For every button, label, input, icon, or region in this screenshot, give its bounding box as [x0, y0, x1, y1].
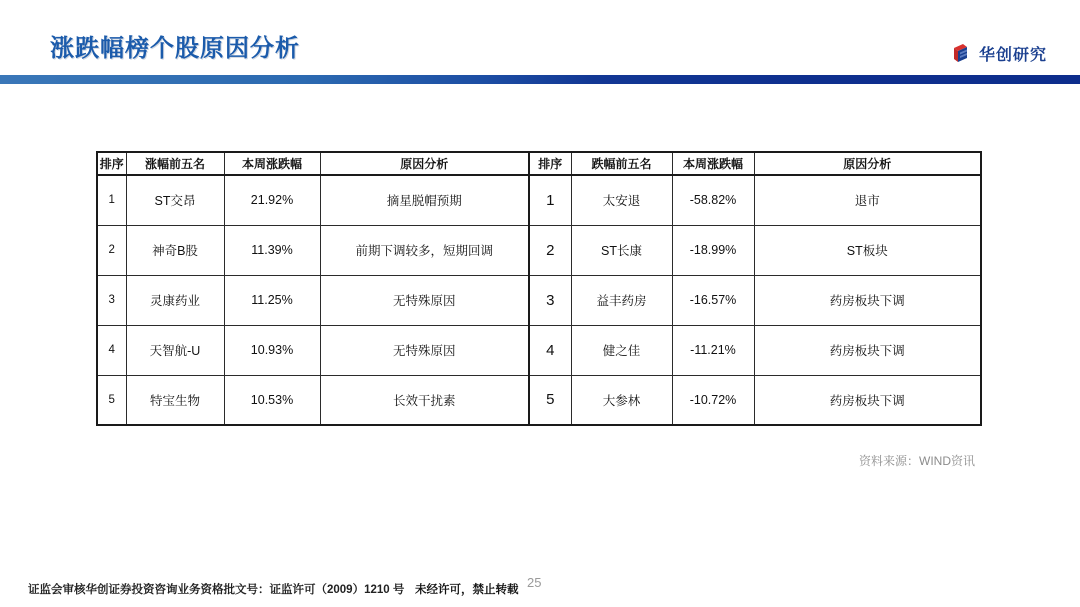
- reason-cell: 无特殊原因: [320, 325, 529, 375]
- change-cell: 11.39%: [224, 225, 320, 275]
- page-title: 涨跌幅榜个股原因分析: [50, 35, 300, 62]
- rank-cell: 3: [529, 275, 571, 325]
- col-header-reason-right: 原因分析: [754, 152, 981, 175]
- stock-name-cell: 益丰药房: [571, 275, 672, 325]
- table-row: [97, 325, 981, 375]
- stock-name-cell: 健之佳: [571, 325, 672, 375]
- stock-name-cell: 灵康药业: [126, 275, 224, 325]
- stock-name-cell: 大参林: [571, 375, 672, 425]
- rank-cell: 4: [97, 325, 126, 375]
- stock-name-cell: 天智航-U: [126, 325, 224, 375]
- stock-name-cell: ST交昂: [126, 175, 224, 225]
- rank-cell: 4: [529, 325, 571, 375]
- table-row: [97, 175, 981, 225]
- reason-cell: 药房板块下调: [754, 275, 981, 325]
- rank-cell: 5: [529, 375, 571, 425]
- rank-cell: 2: [97, 225, 126, 275]
- col-header-weekly-change-right: 本周涨跌幅: [672, 152, 754, 175]
- reason-cell: 药房板块下调: [754, 375, 981, 425]
- data-source-note: 资料来源：WIND资讯: [859, 454, 975, 468]
- change-cell: -10.72%: [672, 375, 754, 425]
- rank-cell: 2: [529, 225, 571, 275]
- reason-cell: 前期下调较多，短期回调: [320, 225, 529, 275]
- col-header-rank-right: 排序: [529, 152, 571, 175]
- change-cell: 21.92%: [224, 175, 320, 225]
- stock-reason-table-wrap: [96, 151, 980, 426]
- reason-cell: ST板块: [754, 225, 981, 275]
- rank-cell: 3: [97, 275, 126, 325]
- cube-logo-icon: [952, 43, 974, 65]
- table-header-row: [97, 152, 981, 175]
- col-header-reason-left: 原因分析: [320, 152, 529, 175]
- reason-cell: 药房板块下调: [754, 325, 981, 375]
- footer-license-text: 证监会审核华创证券投资咨询业务资格批文号：证监许可（2009）1210 号: [28, 584, 405, 596]
- stock-name-cell: 太安退: [571, 175, 672, 225]
- rank-cell: 1: [97, 175, 126, 225]
- change-cell: 10.93%: [224, 325, 320, 375]
- reason-cell: 退市: [754, 175, 981, 225]
- stock-name-cell: ST长康: [571, 225, 672, 275]
- footer-no-reprint-text: 未经许可，禁止转载: [415, 584, 519, 596]
- change-cell: -58.82%: [672, 175, 754, 225]
- col-header-top-losers: 跌幅前五名: [571, 152, 672, 175]
- header-divider-bar: [0, 75, 1080, 84]
- rank-cell: 1: [529, 175, 571, 225]
- stock-reason-table: [96, 151, 982, 426]
- change-cell: 10.53%: [224, 375, 320, 425]
- reason-cell: 摘星脱帽预期: [320, 175, 529, 225]
- table-row: [97, 375, 981, 425]
- page-number: 25: [527, 575, 542, 590]
- table-row: [97, 275, 981, 325]
- col-header-top-gainers: 涨幅前五名: [126, 152, 224, 175]
- reason-cell: 长效干扰素: [320, 375, 529, 425]
- stock-name-cell: 特宝生物: [126, 375, 224, 425]
- change-cell: 11.25%: [224, 275, 320, 325]
- table-row: [97, 225, 981, 275]
- rank-cell: 5: [97, 375, 126, 425]
- stock-name-cell: 神奇B股: [126, 225, 224, 275]
- change-cell: -11.21%: [672, 325, 754, 375]
- logo-text: 华创研究: [978, 47, 1047, 64]
- col-header-rank-left: 排序: [97, 152, 126, 175]
- huachuang-logo: [952, 42, 1047, 65]
- reason-cell: 无特殊原因: [320, 275, 529, 325]
- change-cell: -16.57%: [672, 275, 754, 325]
- change-cell: -18.99%: [672, 225, 754, 275]
- col-header-weekly-change-left: 本周涨跌幅: [224, 152, 320, 175]
